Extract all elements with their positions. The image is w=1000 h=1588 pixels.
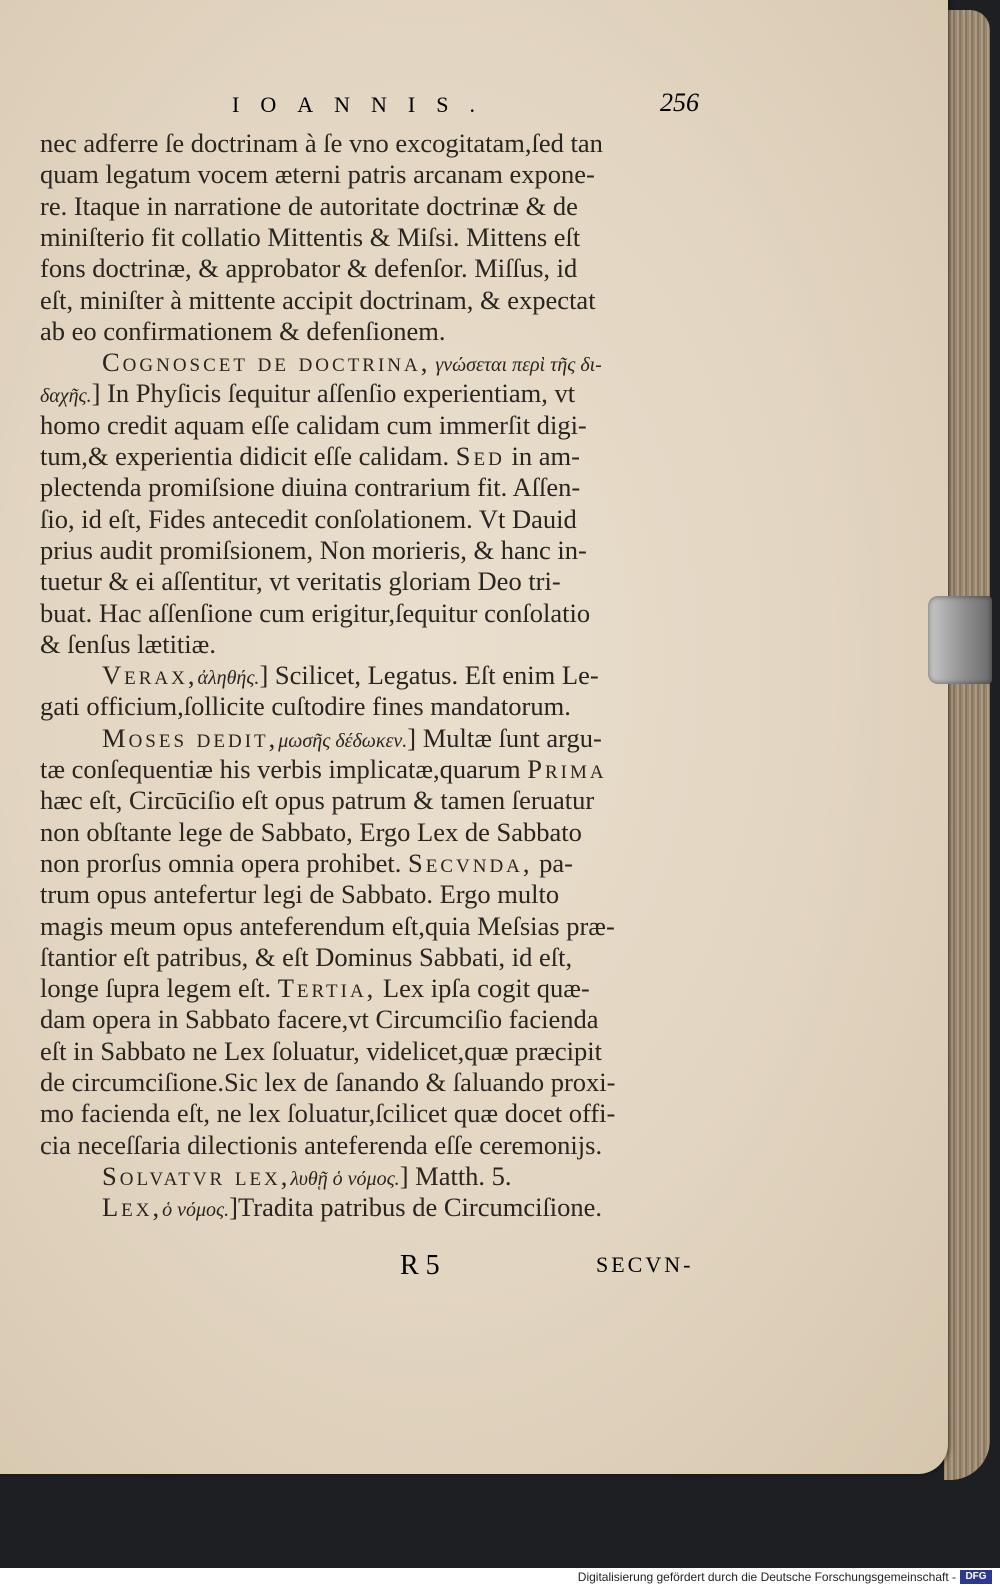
- text-span: in am-: [504, 441, 580, 471]
- text-span: eſt, miniſter à mittente accipit doctrinam, & expectat: [40, 284, 596, 315]
- text-line: [40, 316, 445, 346]
- lemma: Secvnda,: [407, 847, 533, 878]
- text-line: [40, 1067, 615, 1097]
- text-span: magis meum opus anteferendum eſt,quia Meſsias præ-: [40, 910, 615, 941]
- greek-phrase: μωσῆς δέδωκεν.: [278, 729, 408, 752]
- text-line: [40, 504, 577, 534]
- text-span: eſt in Sabbato ne Lex ſoluatur, videlicet,quæ præcipit: [40, 1035, 602, 1066]
- text-span: ] Matth. 5.: [399, 1160, 512, 1191]
- text-span: dam opera in Sabbato facere,vt Circumciſio facienda: [40, 1004, 599, 1035]
- text-span: ] Scilicet, Legatus. Eſt enim Le-: [259, 660, 599, 691]
- text-span: gati officium,ſollicite cuſtodire fines mandatorum.: [40, 691, 571, 722]
- text-span: homo credit aquam eſſe calidam cum immerſit digi-: [40, 409, 587, 440]
- text-span: longe ſupra legem eſt.: [40, 973, 278, 1004]
- text-span: trum opus antefertur legi de Sabbato. Ergo multo: [40, 879, 560, 910]
- text-span: buat. Hac aſſenſione cum erigitur,ſequitur conſolatio: [40, 597, 591, 628]
- lemma: Solvatvr lex,: [102, 1160, 291, 1191]
- text-line: [40, 973, 590, 1003]
- text-span: pa-: [532, 847, 573, 878]
- dfg-logo: DFG: [960, 1570, 992, 1584]
- text-span: cia neceſſaria dilectionis anteferenda eſſe ceremonijs.: [40, 1129, 603, 1160]
- text-line: [40, 848, 573, 878]
- text-span: hæc eſt, Circūciſio eſt opus patrum & tamen ſeruatur: [40, 785, 595, 816]
- text-span: & ſenſus lætitiæ.: [40, 628, 216, 659]
- text-span: quam legatum vocem æterni patris arcanam expone-: [40, 159, 595, 190]
- text-span: ] In Phyſicis ſequitur aſſenſio experientiam, vt: [91, 378, 576, 409]
- text-span: de circumciſione.Sic lex de ſanando & ſaluando proxi-: [40, 1067, 616, 1097]
- text-span: fons doctrinæ, & approbator & defenſor. Miſſus, id: [40, 253, 578, 284]
- text-line: [102, 1192, 602, 1225]
- greek-phrase: ἀληθής.: [197, 667, 260, 690]
- text-line: [40, 817, 582, 847]
- text-span: tum,& experientia didicit eſſe calidam.: [40, 441, 456, 471]
- text-line: [40, 1036, 602, 1066]
- text-span: re. Itaque in narratione de autoritate doctrinæ & de: [40, 190, 578, 221]
- text-span: prius audit promiſsionem, Non morieris, & hanc in-: [40, 534, 587, 565]
- signature-mark: R 5: [400, 1250, 440, 1281]
- text-line: [40, 598, 590, 628]
- text-line: [40, 222, 580, 252]
- greek-phrase: γνώσεται περὶ τῆς δι-: [430, 354, 602, 377]
- text-span: non prorſus omnia opera prohibet.: [40, 847, 408, 878]
- text-line: [40, 378, 575, 411]
- text-line: [40, 566, 561, 596]
- text-span: ſio, id eſt, Fides antecedit conſolationem. Vt Dauid: [40, 503, 577, 534]
- text-line: [40, 942, 572, 972]
- lemma: Cognoscet de doctrina,: [102, 347, 431, 378]
- text-span: nec adferre ſe doctrinam à ſe vno excogitatam,ſed tan: [40, 128, 603, 158]
- text-span: tuetur & ei aſſentitur, vt veritatis gloriam Deo tri-: [40, 566, 561, 597]
- text-span: miniſterio fit collatio Mittentis & Miſsi. Mittens eſt: [40, 221, 581, 252]
- text-line: [40, 410, 587, 440]
- text-line: [40, 472, 580, 502]
- text-span: ſtantior eſt patribus, & eſt Dominus Sabbati, id eſt,: [40, 941, 573, 972]
- footer-bar: [0, 1568, 1000, 1588]
- lemma: Lex,: [102, 1192, 163, 1223]
- text-line: [40, 441, 580, 471]
- text-line: [40, 159, 595, 189]
- text-line: [40, 691, 571, 721]
- text-line: [40, 535, 587, 565]
- text-span: mo facienda eſt, ne lex ſoluatur,ſcilicet quæ docet offi-: [40, 1098, 616, 1129]
- text-line: [40, 128, 603, 158]
- text-line: [102, 723, 602, 756]
- text-line: [102, 1161, 512, 1194]
- text-line: [40, 785, 594, 815]
- text-span: non obſtante lege de Sabbato, Ergo Lex de Sabbato: [40, 816, 582, 847]
- text-line: [40, 253, 577, 283]
- lemma: Verax,: [102, 660, 198, 691]
- text-line: [40, 629, 216, 659]
- text-line: [40, 879, 559, 909]
- text-line: [40, 1130, 602, 1160]
- text-line: [40, 1004, 598, 1034]
- text-span: tæ conſequentiæ his verbis implicatæ,quarum: [40, 754, 528, 784]
- text-line: [40, 911, 615, 941]
- text-span: Lex ipſa cogit quæ-: [376, 973, 590, 1004]
- text-line: [40, 285, 596, 315]
- lemma: Moses dedit,: [102, 722, 279, 753]
- lemma: Prima: [527, 754, 607, 784]
- text-line: [102, 660, 599, 693]
- greek-phrase: δαχῆς.: [40, 385, 92, 408]
- greek-phrase: ὁ νόμος.: [162, 1199, 230, 1222]
- footer-credit: Digitalisierung gefördert durch die Deutsche Forschungsgemeinschaft -: [577, 1570, 956, 1584]
- running-head: IOANNIS.: [232, 92, 496, 117]
- text-line: [40, 1098, 615, 1128]
- text-line: [102, 347, 602, 380]
- lemma: Tertia,: [277, 973, 377, 1004]
- text-span: ab eo confirmationem & defenſionem.: [40, 315, 446, 346]
- page-edges: [944, 10, 990, 1480]
- text-span: ]Tradita patribus de Circumciſione.: [229, 1192, 603, 1223]
- text-line: [40, 754, 607, 784]
- lemma: Sed: [455, 441, 505, 471]
- text-span: plectenda promiſsione diuina contrarium fit. Aſſen-: [40, 472, 581, 503]
- text-line: [40, 191, 578, 221]
- catchword: SECVN-: [596, 1252, 694, 1277]
- greek-phrase: λυθῇ ὁ νόμος.: [290, 1167, 400, 1190]
- page-number: 256: [660, 88, 699, 117]
- page-clip: [928, 596, 992, 684]
- text-span: ] Multæ ſunt argu-: [407, 722, 602, 753]
